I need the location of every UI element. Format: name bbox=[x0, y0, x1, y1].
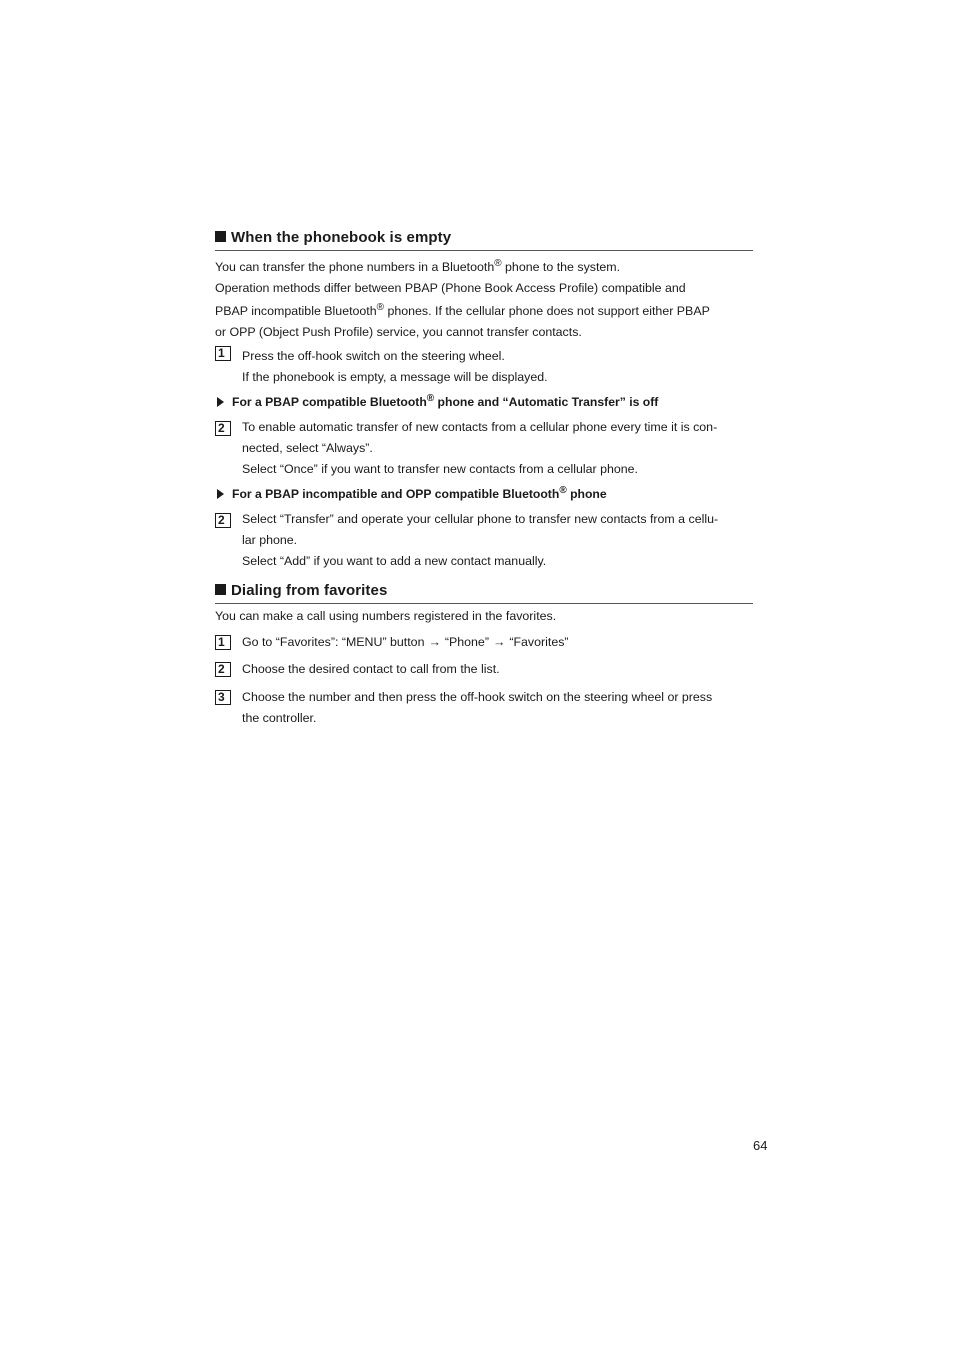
triangle-bullet-icon bbox=[217, 489, 224, 499]
arrow-right-icon: → bbox=[492, 635, 506, 649]
step-number-badge: 2 bbox=[215, 662, 231, 677]
step-choose-contact: 2 Choose the desired contact to call from the list. bbox=[215, 659, 753, 680]
square-bullet-icon bbox=[215, 584, 226, 595]
square-bullet-icon bbox=[215, 231, 226, 242]
section-heading-phonebook-empty: When the phonebook is empty bbox=[215, 229, 753, 251]
step-number-badge: 1 bbox=[215, 635, 231, 650]
paragraph-transfer-intro: You can transfer the phone numbers in a Bluetooth® phone to the system. Operation methods differ between PBAP (Phone Book Access Profile) compatible and PBAP incompatible Bluetooth® phones. If the cellular phone does not support either PBAP or OPP (Object Push Profile) service, you cannot transfer contacts. bbox=[215, 258, 710, 339]
step-transfer-contacts: 2 Select “Transfer” and operate your cellular phone to transfer new contacts from a cellu- lar phone. Select “Add” if you want to add a new contact manually. bbox=[215, 509, 753, 572]
step-go-to-favorites: 1 Go to “Favorites”: “MENU” button → “Phone” → “Favorites” bbox=[215, 632, 753, 653]
step-automatic-transfer: 2 To enable automatic transfer of new contacts from a cellular phone every time it is con- nected, select “Always”. Select “Once” if you want to transfer new contacts from a cellular phone. bbox=[215, 417, 753, 480]
step-press-off-hook: 1 Press the off-hook switch on the steering wheel. If the phonebook is empty, a message will be displayed. bbox=[215, 346, 753, 388]
subheading-pbap-incompatible: For a PBAP incompatible and OPP compatible Bluetooth® phone bbox=[217, 484, 753, 504]
arrow-right-icon: → bbox=[428, 635, 441, 649]
triangle-bullet-icon bbox=[217, 397, 224, 407]
step-number-badge: 1 bbox=[215, 346, 231, 361]
subheading-pbap-compatible: For a PBAP compatible Bluetooth® phone and “Automatic Transfer” is off bbox=[217, 392, 753, 412]
section-heading-dialing-favorites: Dialing from favorites bbox=[215, 582, 753, 604]
step-number-badge: 2 bbox=[215, 513, 231, 528]
paragraph-favorites-intro: You can make a call using numbers registered in the favorites. bbox=[215, 609, 557, 623]
step-number-badge: 3 bbox=[215, 690, 231, 705]
step-number-badge: 2 bbox=[215, 421, 231, 436]
page-number: 64 bbox=[753, 1138, 768, 1153]
step-choose-number: 3 Choose the number and then press the off-hook switch on the steering wheel or press the controller. bbox=[215, 687, 753, 729]
